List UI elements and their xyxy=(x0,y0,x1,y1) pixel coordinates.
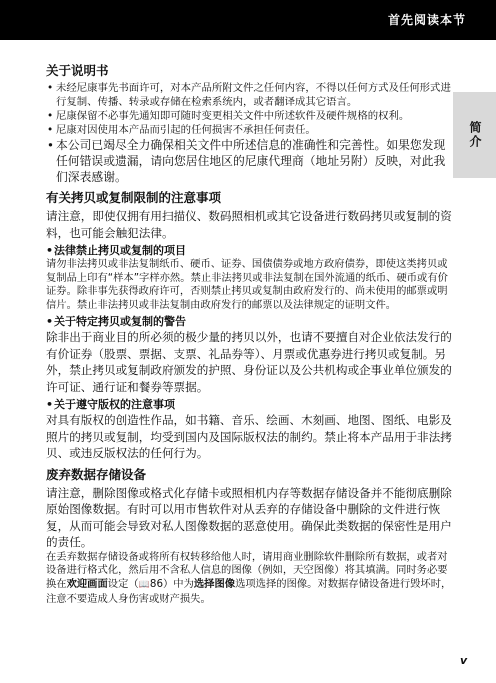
list-item: • 尼康对因使用本产品而引起的任何损害不承担任何责任。 xyxy=(46,123,452,137)
about-manual-list-large xyxy=(46,137,452,185)
specific-warnings-text: 除非出于商业目的所必须的极少量的拷贝以外，也请不要擅自对企业依法发行的有价证券（股票、票据、支票、礼品券等）、月票或优惠券进行拷贝或复制。另外，禁止拷贝或复制政府颁发的护照、身份证以及公共机构或企事业单位颁发的许可证、通行证和餐券等票据。 xyxy=(46,330,452,394)
section-heading-copy-restrictions: 有关拷贝或复制限制的注意事项 xyxy=(46,190,222,205)
welcome-screen-label: 欢迎画面 xyxy=(66,578,108,591)
disposal-note-part1: 在丢弃数据存储设备或将所有权转移给他人时，请用商业删除软件删除所有数据，或者对设备进行格式化，然后用不含私人信息的图像（例如，天空图像）将其填满。同时务必要换在 xyxy=(46,550,448,591)
side-tab-label: 简介 xyxy=(468,121,482,149)
subheading-specific-warnings: • 关于特定拷贝或复制的警告 xyxy=(46,314,452,329)
disposal-note-part2: 设定（ xyxy=(107,578,139,591)
subheading-prohibited-items: • 法律禁止拷贝或复制的项目 xyxy=(46,243,452,258)
prohibited-items-text: 请勿非法拷贝或非法复制纸币、硬币、证券、国债债券或地方政府债券，即使这类拷贝或复制品上印有“样本”字样亦然。禁止非法拷贝或非法复制在国外流通的纸币、硬币或有价证券。除非事先获得政府许可，否则禁止拷贝或复制由政府发行的、尚未使用的邮票或明信片。禁止非法拷贝或非法复制由政府发行的邮票以及法律规定的证明文件。 xyxy=(46,258,448,311)
list-item: • 尼康保留不必事先通知即可随时变更相关文件中所述软件及硬件规格的权利。 xyxy=(46,109,452,123)
copy-restrictions-intro: 请注意，即使仅拥有用扫描仪、数码照相机或其它设备进行数码拷贝或复制的资料，也可能会触犯法律。 xyxy=(46,209,452,240)
disposal-text: 请注意，删除图像或格式化存储卡或照相机内存等数据存储设备并不能彻底删除原始图像数据。有时可以用市售软件对从丢弃的存储设备中删除的文件进行恢复，从而可能会导致对私人图像数据的恶意使用。确保此类数据的保密性是用户的责任。 xyxy=(46,485,452,550)
main-content xyxy=(46,62,452,606)
copyright-text: 对具有版权的创造性作品，如书籍、音乐、绘画、木刻画、地图、图纸、电影及照片的拷贝或复制，均受到国内及国际版权法的制约。禁止将本产品用于非法拷贝、或违反版权法的任何行为。 xyxy=(46,413,452,461)
subheading-copyright: • 关于遵守版权的注意事项 xyxy=(46,397,452,412)
page-number: v xyxy=(460,654,468,667)
about-manual-list xyxy=(46,81,452,137)
disposal-note-part3: 选项选择的图像。对数据存储设备进行毁坏时，注意不要造成人身伤害或财产损失。 xyxy=(46,578,452,605)
section-heading-disposal: 废弃数据存储设备 xyxy=(46,466,147,482)
section-heading-about-manual: 关于说明书 xyxy=(46,63,109,78)
page-reference: 86）中为 xyxy=(149,578,194,591)
disposal-note xyxy=(46,551,452,606)
header-bar xyxy=(0,0,496,40)
book-reference-icon: 📖 xyxy=(138,580,150,591)
list-item: • 本公司已竭尽全力确保相关文件中所述信息的准确性和完善性。如果您发现任何错误或遗漏，请向您居住地区的尼康代理商（地址另附）反映，对此我们深表感谢。 xyxy=(46,137,452,185)
header-title: 首先阅读本节 xyxy=(387,13,466,27)
list-item: • 未经尼康事先书面许可，对本产品所附文件之任何内容，不得以任何方式及任何形式进行复制、传播、转录或存储在检索系统内，或者翻译成其它语言。 xyxy=(46,81,452,109)
select-image-label: 选择图像 xyxy=(193,578,236,591)
side-tab xyxy=(453,92,496,178)
